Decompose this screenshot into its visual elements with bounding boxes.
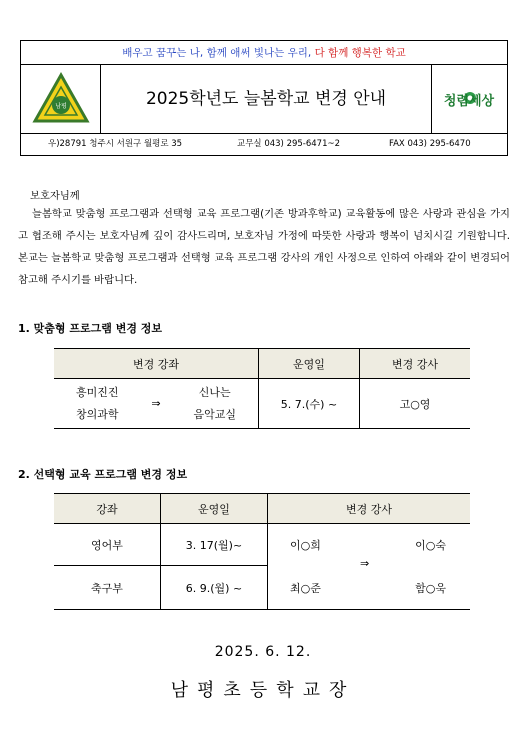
teacher-change-cell <box>268 524 471 610</box>
course: 축구부 <box>54 566 161 610</box>
document-title: 2025학년도 늘봄학교 변경 안내 <box>101 65 432 133</box>
old-teacher: 이○희 <box>290 539 321 552</box>
arrow-icon: ⇒ <box>360 557 370 570</box>
header-new-teacher: 변경 강사 <box>268 494 471 524</box>
elective-program-table <box>54 493 470 610</box>
header-changed-course: 변경 강좌 <box>54 349 259 379</box>
from-course: 흥미진진 창의과학 <box>76 385 119 421</box>
operating-date: 6. 9.(월) ~ <box>161 566 268 610</box>
section2-title: 2. 선택형 교육 프로그램 변경 정보 <box>18 468 188 481</box>
new-teacher: 고○영 <box>360 379 471 429</box>
emblem-cell <box>21 65 101 133</box>
custom-program-table <box>54 348 470 429</box>
letter-body: 늘봄학교 맞춤형 프로그램과 선택형 교육 프로그램(기존 방과후학교) 교육활동에 많은 사랑과 관심을 가지고 협조해 주시는 보호자님께 깊이 감사드리며, 보호자님 가정에 따뜻한 사랑과 행복이 넘치시길 기원합니다. 본교는 늘봄학교 맞춤형 프로그램과 선택형 교육 프로그램 강사의 개인 사정으로 인하여 아래와 같이 변경되어 참고해 주시기를 바랍니다. <box>18 208 510 286</box>
motto-part1: 배우고 꿈꾸는 나, 함께 애써 빛나는 우리, <box>122 47 312 59</box>
course: 영어부 <box>54 524 161 566</box>
operating-date: 5. 7.(수) ~ <box>259 379 360 429</box>
course-change-cell <box>54 379 259 429</box>
letterhead <box>20 40 508 156</box>
issue-date: 2025. 6. 12. <box>214 644 312 660</box>
principal-signature: 남평초등학교장 <box>170 680 356 701</box>
fax-number: FAX 043) 295-6470 <box>389 139 471 149</box>
emblem-text: 남평 <box>55 103 67 110</box>
operating-date: 3. 17(월)~ <box>161 524 268 566</box>
section1-title: 1. 맞춤형 프로그램 변경 정보 <box>18 322 163 335</box>
table-row <box>54 379 470 429</box>
header-operating-date: 운영일 <box>259 349 360 379</box>
arrow-icon: ⇒ <box>151 396 161 410</box>
header-new-teacher: 변경 강사 <box>360 349 471 379</box>
address: 우)28791 청주시 서원구 월평로 35 <box>48 139 183 149</box>
brand-logo-icon <box>432 65 507 133</box>
motto-part2: 다 함께 행복한 학교 <box>314 47 406 59</box>
office-phone: 교무실 043) 295-6471~2 <box>237 139 341 149</box>
school-emblem-icon <box>21 65 101 133</box>
header-course: 강좌 <box>54 494 161 524</box>
school-motto <box>21 41 507 65</box>
brand-text: 청렴세상 <box>443 94 495 109</box>
new-teacher: 함○욱 <box>415 582 446 595</box>
integrity-brand-logo <box>432 65 507 133</box>
greeting: 보호자님께 <box>30 190 80 202</box>
contact-row <box>21 133 507 155</box>
to-course: 신나는 음악교실 <box>193 385 236 421</box>
table-row <box>54 524 470 566</box>
old-teacher: 최○준 <box>290 582 321 595</box>
new-teacher: 이○숙 <box>415 539 446 552</box>
header-operating-date: 운영일 <box>161 494 268 524</box>
